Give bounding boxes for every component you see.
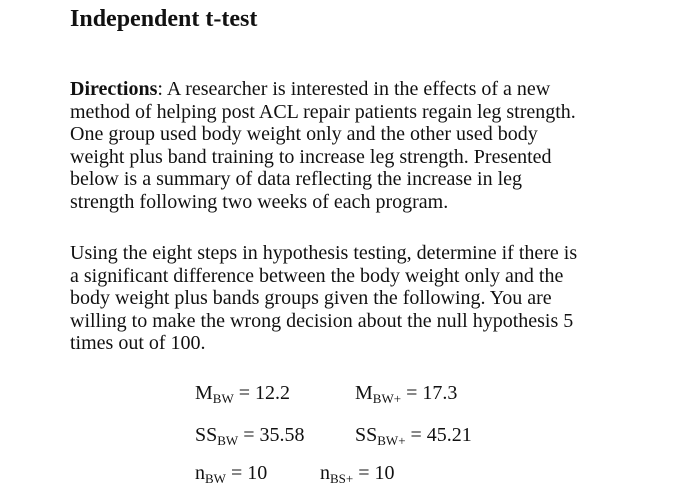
- directions-line-5: below is a summary of data reflecting the increase in leg: [70, 168, 523, 190]
- directions-line-3: One group used body weight only and the other used body: [70, 123, 538, 145]
- instructions-line-1: Using the eight steps in hypothesis testing, determine if there is: [70, 242, 578, 264]
- stat-mean-body-weight-plus: $M_{BW+} = 17.3$: [355, 382, 458, 406]
- stat-mean-body-weight: $M_{BW} = 12.2$: [195, 382, 291, 406]
- stat-ss-body-weight-plus: $SS_{BW+} = 45.21$: [355, 424, 472, 448]
- instructions-line-5: times out of 100.: [70, 332, 206, 354]
- instructions-line-2: a significant difference between the body weight only and the: [70, 264, 564, 287]
- stat-n-body-weight: $n_{BW} = 10$: [195, 462, 268, 486]
- stat-ss-body-weight: $SS_{BW} = 35.58$: [195, 424, 305, 448]
- page-title: Independent t-test: [70, 6, 258, 32]
- directions-label: Directions: [70, 78, 158, 100]
- directions-line-1: Directions: A researcher is interested in the effects of a new: [70, 78, 551, 100]
- directions-line-4: weight plus band training to increase leg strength. Presented: [70, 145, 552, 168]
- stat-n-bands-plus: $n_{BS+} = 10$: [320, 462, 395, 486]
- directions-paragraph: [70, 78, 670, 213]
- instructions-line-4: willing to make the wrong decision about the null hypothesis 5: [70, 309, 574, 332]
- directions-line-2: method of helping post ACL repair patients regain leg strength.: [70, 100, 576, 123]
- instructions-line-3: body weight plus bands groups given the following. You are: [70, 287, 552, 309]
- directions-line-6: strength following two weeks of each program.: [70, 190, 449, 213]
- instructions-paragraph: [70, 242, 670, 355]
